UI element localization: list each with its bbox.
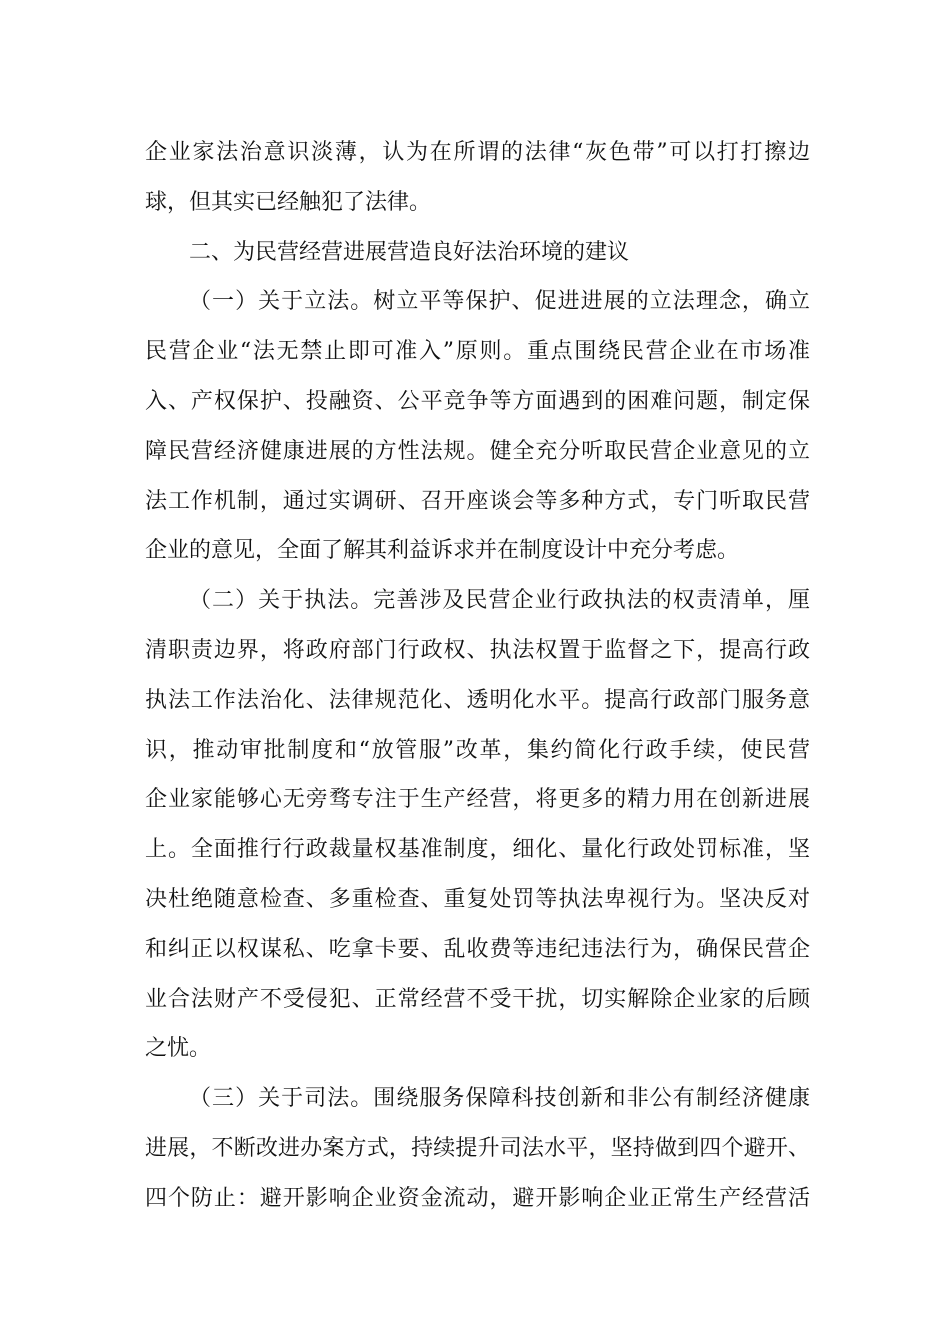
text-line: 执法工作法治化、法律规范化、透明化水平。提高行政部门服务意 [145, 687, 810, 713]
text-line: 决杜绝随意检查、多重检查、重复处罚等执法卑视行为。坚决反对 [145, 886, 810, 912]
text-line: 企业家法治意识淡薄，认为在所谓的法律“灰色带”可以打打擦边 [145, 140, 810, 165]
text-line: 企业的意见，全面了解其利益诉求并在制度设计中充分考虑。 [145, 538, 740, 564]
body-text [145, 128, 810, 1224]
text-line: 入、产权保护、投融资、公平竞争等方面遇到的困难问题，制定保 [145, 388, 810, 414]
text-line: （一）关于立法。树立平等保护、促进进展的立法理念，确立 [189, 289, 810, 315]
text-line: （二）关于执法。完善涉及民营企业行政执法的权责清单，厘 [189, 588, 810, 614]
text-line: 障民营经济健康进展的方性法规。健全充分听取民营企业意见的立 [145, 438, 810, 464]
text-line: 上。全面推行行政裁量权基准制度，细化、量化行政处罚标准，坚 [145, 837, 810, 863]
text-line: （三）关于司法。围绕服务保障科技创新和非公有制经济健康 [189, 1086, 810, 1112]
text-line: 业合法财产不受侵犯、正常经营不受干扰，切实解除企业家的后顾 [145, 986, 810, 1012]
text-line: 法工作机制，通过实调研、召开座谈会等多种方式，专门听取民营 [145, 488, 810, 514]
text-line: 识，推动审批制度和“放管服”改革，集约简化行政手续，使民营 [145, 737, 810, 763]
text-line: 二、为民营经营进展营造良好法治环境的建议 [189, 239, 630, 265]
text-line: 球，但其实已经触犯了法律。 [145, 189, 432, 215]
text-line: 民营企业“法无禁止即可准入”原则。重点围绕民营企业在市场准 [145, 339, 810, 365]
text-line: 之忧。 [145, 1036, 212, 1062]
text-line: 和纠正以权谋私、吃拿卡要、乱收费等违纪违法行为，确保民营企 [145, 936, 810, 962]
text-line: 进展，不断改进办案方式，持续提升司法水平，坚持做到四个避开、 [145, 1135, 810, 1161]
text-line: 企业家能够心无旁骛专注于生产经营，将更多的精力用在创新进展 [145, 787, 810, 813]
text-line: 四个防止：避开影响企业资金流动，避开影响企业正常生产经营活 [145, 1185, 810, 1211]
text-line: 清职责边界，将政府部门行政权、执法权置于监督之下，提高行政 [145, 637, 810, 663]
